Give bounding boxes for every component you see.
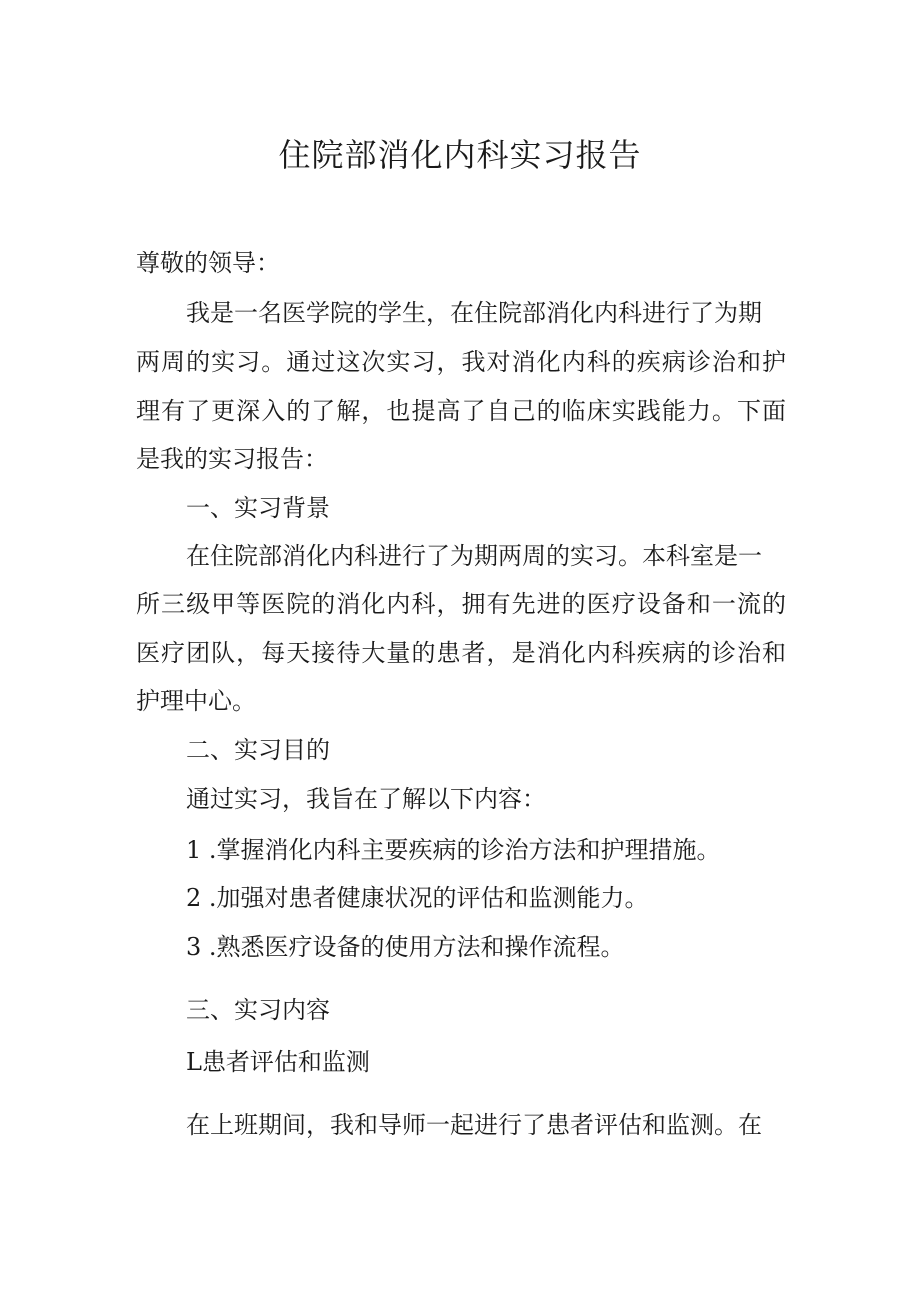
background-line-4: 护理中心。 <box>136 687 256 715</box>
intro-line-2: 两周的实习。通过这次实习，我对消化内科的疾病诊治和护 <box>136 348 786 376</box>
subsection-heading-assessment: L患者评估和监测 <box>186 1048 370 1076</box>
goal-item-2: 2 .加强对患者健康状况的评估和监测能力。 <box>186 884 649 912</box>
section-heading-background: 一、实习背景 <box>186 494 330 522</box>
intro-line-3: 理有了更深入的了解，也提高了自己的临床实践能力。下面 <box>136 397 786 425</box>
section-heading-purpose: 二、实习目的 <box>186 736 330 764</box>
background-line-2: 所三级甲等医院的消化内科，拥有先进的医疗设备和一流的 <box>136 590 786 618</box>
goal-item-3: 3 .熟悉医疗设备的使用方法和操作流程。 <box>186 933 625 961</box>
salutation: 尊敬的领导： <box>136 249 280 277</box>
background-line-1: 在住院部消化内科进行了为期两周的实习。本科室是一 <box>186 542 762 570</box>
intro-line-4: 是我的实习报告： <box>136 445 328 473</box>
intro-line-1: 我是一名医学院的学生，在住院部消化内科进行了为期 <box>186 299 762 327</box>
goal-item-1: 1 .掌握消化内科主要疾病的诊治方法和护理措施。 <box>186 836 721 864</box>
purpose-intro: 通过实习，我旨在了解以下内容： <box>186 785 546 813</box>
assessment-line-1: 在上班期间，我和导师一起进行了患者评估和监测。在 <box>186 1111 762 1139</box>
background-line-3: 医疗团队，每天接待大量的患者，是消化内科疾病的诊治和 <box>136 639 786 667</box>
document-title: 住院部消化内科实习报告 <box>278 136 642 174</box>
section-heading-content: 三、实习内容 <box>186 996 330 1024</box>
